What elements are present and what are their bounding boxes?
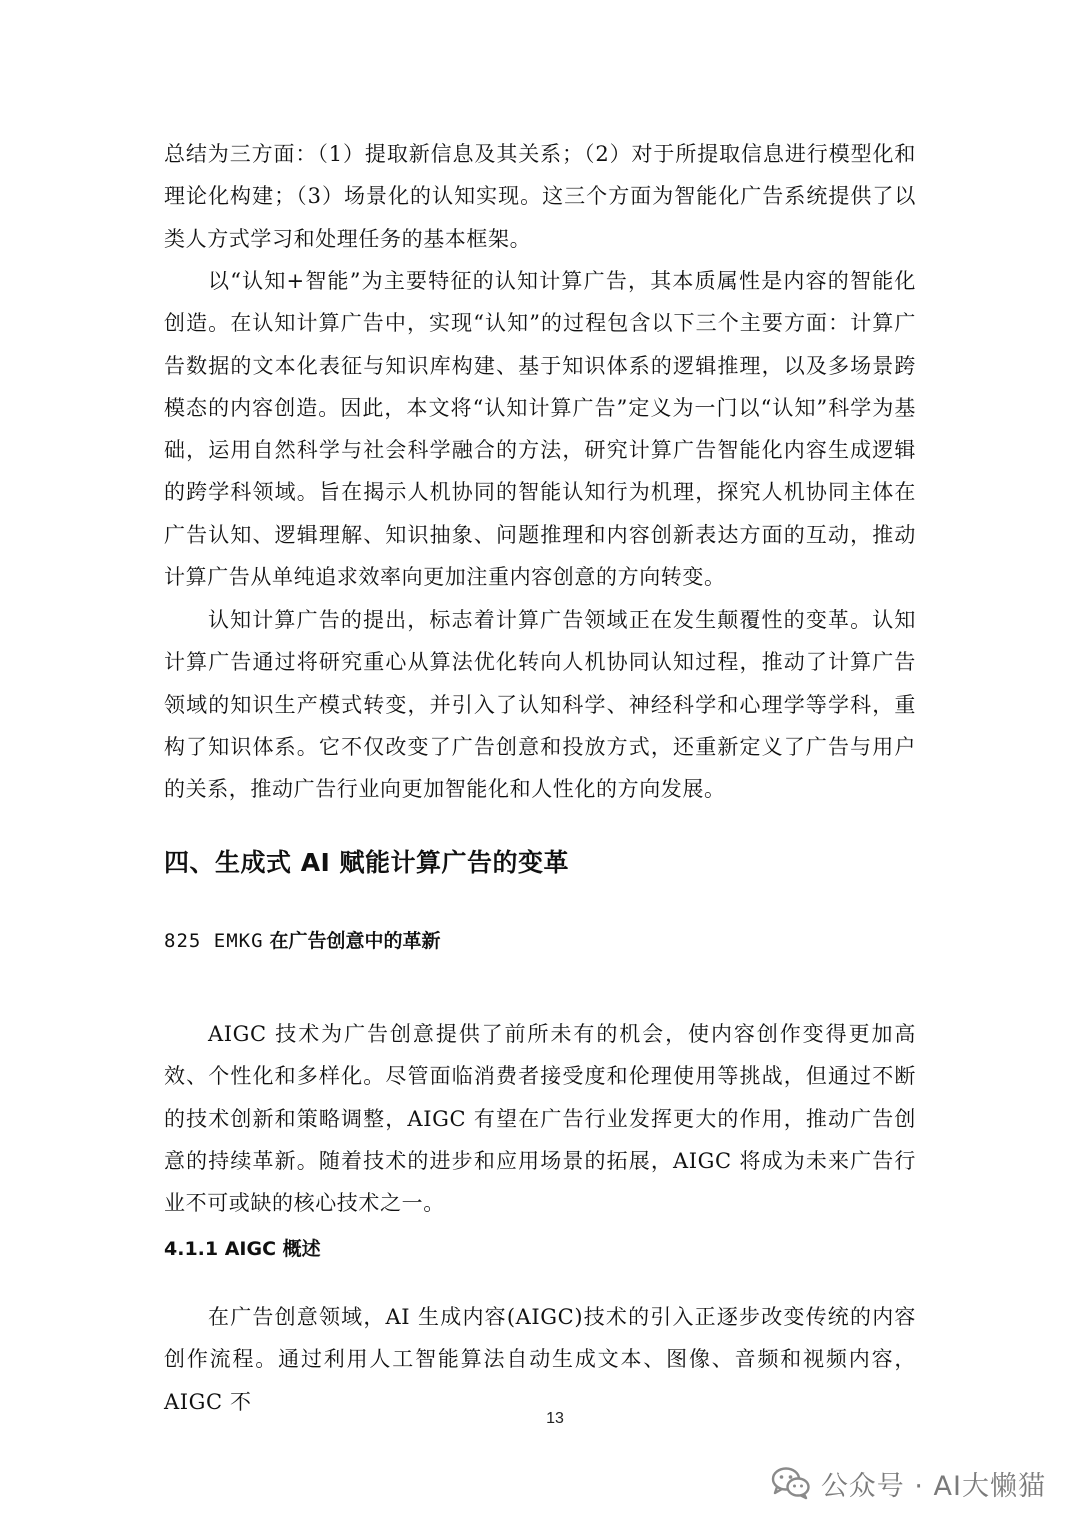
subsection-title: 在广告创意中的革新	[269, 930, 441, 952]
section-heading: 四、生成式 AI 赋能计算广告的变革	[164, 848, 570, 877]
watermark-text: 公众号 · AI大懒猫	[820, 1470, 1046, 1502]
body-paragraph-3: 认知计算广告的提出，标志着计算广告领域正在发生颠覆性的变革。认知计算广告通过将研究重心从算法优化转向人机协同认知过程，推动了计算广告领域的知识生产模式转变，并引入了认知科学、神经科学和心理学等学科，重构了知识体系。它不仅改变了广告创意和投放方式，还重新定义了广告与用户的关系，推动广告行业向更加智能化和人性化的方向发展。	[164, 608, 916, 802]
body-paragraph-2: 以“认知+智能”为主要特征的认知计算广告，其本质属性是内容的智能化创造。在认知计算广告中，实现“认知”的过程包含以下三个主要方面：计算广告数据的文本化表征与知识库构建、基于知识体系的逻辑推理，以及多场景跨模态的内容创造。因此，本文将“认知计算广告”定义为一门以“认知”科学为基础，运用自然科学与社会科学融合的方法，研究计算广告智能化内容生成逻辑的跨学科领域。旨在揭示人机协同的智能认知行为机理，探究人机协同主体在广告认知、逻辑理解、知识抽象、问题推理和内容创新表达方面的互动，推动计算广告从单纯追求效率向更加注重内容创意的方向转变。	[164, 269, 916, 590]
wechat-icon	[771, 1466, 811, 1500]
body-paragraph-5: 在广告创意领域，AI 生成内容(AIGC)技术的引入正逐步改变传统的内容创作流程。通过利用人工智能算法自动生成文本、图像、音频和视频内容，AIGC 不	[164, 1305, 916, 1414]
subsection-number: 825 EMKG	[164, 930, 264, 952]
body-paragraph-1: 总结为三方面：（1）提取新信息及其关系；（2）对于所提取信息进行模型化和理论化构建；（3）场景化的认知实现。这三个方面为智能化广告系统提供了以类人方式学习和处理任务的基本框架。	[164, 142, 916, 251]
body-paragraph-4: AIGC 技术为广告创意提供了前所未有的机会，使内容创作变得更加高效、个性化和多样化。尽管面临消费者接受度和伦理使用等挑战，但通过不断的技术创新和策略调整，AIGC 有望在广告行业发挥更大的作用，推动广告创意的持续革新。随着技术的进步和应用场景的拓展，AIGC 将成为未来广告行业不可或缺的核心技术之一。	[164, 1022, 916, 1216]
watermark	[771, 1460, 1046, 1506]
subsubsection-heading: 4.1.1 AIGC 概述	[164, 1238, 321, 1260]
page-number: 13	[546, 1410, 564, 1427]
subsection-heading	[164, 926, 441, 953]
